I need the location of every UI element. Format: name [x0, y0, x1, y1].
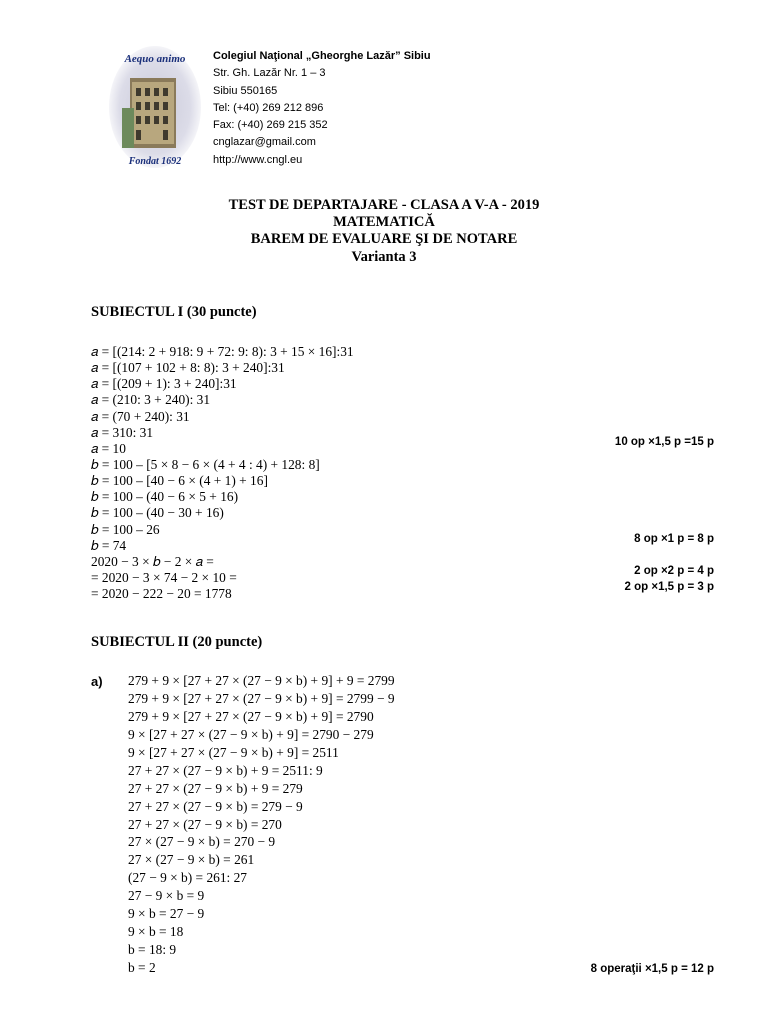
solution-line: b = 18: 9	[128, 942, 177, 958]
solution-line: 9 × [27 + 27 × (27 − 9 × b) + 9] = 2511	[128, 744, 339, 760]
score-a: 10 op ×1,5 p =15 p	[614, 436, 714, 448]
solution-line: 279 + 9 × [27 + 27 × (27 − 9 × b) + 9] + 9 = 2799	[128, 673, 395, 688]
score-subject-2-a: 8 operaţii ×1,5 p = 12 p	[590, 963, 714, 975]
solution-line: 9 × b = 27 − 9	[128, 906, 205, 922]
subject-1-solution	[91, 344, 354, 602]
subject-2-solution	[128, 672, 395, 977]
solution-line: 𝑏 = 100 – (40 − 30 + 16)	[91, 505, 224, 521]
school-fax: Fax: (+40) 269 215 352	[213, 119, 328, 132]
solution-line: 27 × (27 − 9 × b) = 261	[128, 852, 255, 868]
solution-line: 9 × b = 18	[128, 924, 184, 940]
school-city: Sibiu 550165	[213, 84, 278, 97]
solution-line: 𝑎 = (210: 3 + 240): 31	[91, 392, 211, 408]
solution-line: 279 + 9 × [27 + 27 × (27 − 9 × b) + 9] = 2790	[128, 708, 374, 724]
score-d: 2 op ×1,5 p = 3 p	[624, 581, 714, 593]
solution-line: 𝑏 = 100 – 26	[91, 521, 160, 537]
title-line-1: TEST DE DEPARTAJARE - CLASA A V-A - 2019	[228, 197, 540, 213]
solution-line: 27 + 27 × (27 − 9 × b) = 270	[128, 816, 282, 832]
school-website[interactable]: http://www.cngl.eu	[213, 153, 303, 166]
solution-line: 𝑏 = 100 – [5 × 8 − 6 × (4 + 4 : 4) + 128: 8]	[91, 456, 320, 472]
solution-line: 279 + 9 × [27 + 27 × (27 − 9 × b) + 9] = 2799 − 9	[128, 690, 395, 706]
solution-line: 27 + 27 × (27 − 9 × b) = 279 − 9	[128, 798, 303, 814]
solution-line: b = 2	[128, 960, 156, 975]
school-name: Colegiul Naţional „Gheorghe Lazăr” Sibiu	[213, 50, 431, 62]
solution-line: 𝑏 = 100 – [40 − 6 × (4 + 1) + 16]	[91, 473, 268, 489]
solution-line: = 2020 − 3 × 74 − 2 × 10 =	[91, 569, 237, 585]
solution-line: 𝑎 = [(214: 2 + 918: 9 + 72: 9: 8): 3 + 15 × 16]:31	[91, 344, 354, 359]
title-line-4: Varianta 3	[351, 248, 417, 265]
svg-text:Fondat 1692: Fondat 1692	[128, 156, 182, 167]
title-line-3: BAREM DE EVALUARE ŞI DE NOTARE	[250, 231, 518, 248]
school-email[interactable]: cnglazar@gmail.com	[213, 136, 316, 149]
solution-line: 𝑎 = (70 + 240): 31	[91, 408, 190, 424]
solution-line: 𝑎 = [(209 + 1): 3 + 240]:31	[91, 376, 237, 392]
school-header	[213, 48, 431, 169]
solution-line: 2020 − 3 × 𝑏 − 2 × 𝑎 =	[91, 553, 214, 569]
solution-line: 27 − 9 × b = 9	[128, 888, 205, 904]
school-tel: Tel: (+40) 269 212 896	[213, 101, 324, 114]
title-line-2: MATEMATICĂ	[333, 214, 435, 231]
solution-line: 𝑎 = 10	[91, 440, 126, 456]
solution-line: 27 + 27 × (27 − 9 × b) + 9 = 2511: 9	[128, 762, 323, 778]
document-title	[0, 197, 768, 266]
solution-line: 9 × [27 + 27 × (27 − 9 × b) + 9] = 2790 − 279	[128, 726, 374, 742]
solution-line: 𝑏 = 74	[91, 537, 127, 553]
subject-1-heading: SUBIECTUL I (30 puncte)	[91, 304, 257, 320]
solution-line: 𝑎 = [(107 + 102 + 8: 8): 3 + 240]:31	[91, 360, 285, 376]
school-logo	[108, 44, 202, 170]
score-b: 8 op ×1 p = 8 p	[634, 533, 714, 545]
solution-line: (27 − 9 × b) = 261: 27	[128, 870, 247, 886]
subject-2-heading: SUBIECTUL II (20 puncte)	[91, 634, 263, 650]
solution-line: 𝑎 = 310: 31	[91, 424, 154, 440]
solution-line: 27 × (27 − 9 × b) = 270 − 9	[128, 834, 276, 850]
school-address: Str. Gh. Lazăr Nr. 1 – 3	[213, 67, 326, 80]
score-c: 2 op ×2 p = 4 p	[634, 565, 714, 577]
solution-line: = 2020 − 222 − 20 = 1778	[91, 586, 232, 602]
solution-line: 𝑏 = 100 – (40 − 6 × 5 + 16)	[91, 489, 239, 505]
svg-text:Aequo animo: Aequo animo	[124, 53, 186, 65]
item-a-label: a)	[91, 674, 103, 689]
solution-line: 27 + 27 × (27 − 9 × b) + 9 = 279	[128, 780, 303, 796]
